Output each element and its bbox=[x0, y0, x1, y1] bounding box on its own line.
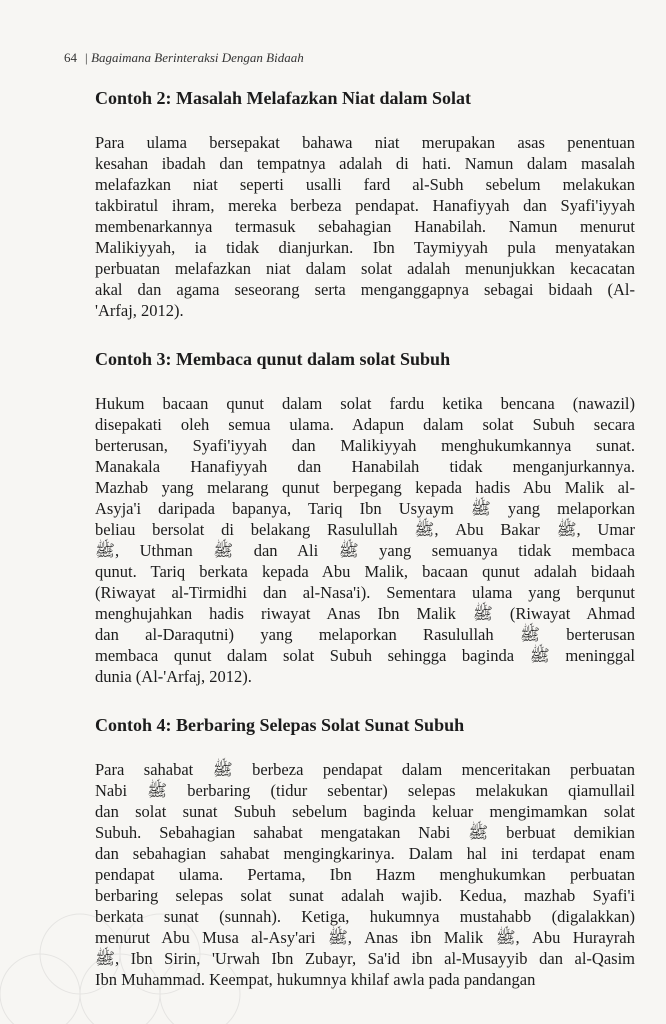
text-line: Para ulama bersepakat bahawa niat merupakan asas penentuan bbox=[95, 133, 635, 152]
text-line: Mazhab yang melarang qunut berpegang kepada hadis Abu Malik al- bbox=[95, 478, 635, 497]
text-line: Para sahabat ﷺ berbeza pendapat dalam menceritakan perbuatan bbox=[95, 760, 636, 779]
text-line: akal dan agama seseorang serta menganggapnya sebagai bidaah (Al- bbox=[95, 280, 635, 299]
section-heading: Contoh 2: Masalah Melafazkan Niat dalam Solat bbox=[95, 88, 472, 108]
text-line: perbuatan melafazkan niat dalam solat adalah menunjukkan kecacatan bbox=[95, 259, 635, 278]
text-line: pendapat ulama. Pertama, Ibn Hazm menghukumkan perbuatan bbox=[95, 865, 635, 884]
book-title: | Bagaimana Berinteraksi Dengan Bidaah bbox=[84, 50, 304, 65]
text-line: Ibn Muhammad. Keempat, hukumnya khilaf awla pada pandangan bbox=[95, 970, 536, 989]
text-line: 'Arfaj, 2012). bbox=[95, 301, 184, 320]
text-line: disepakati oleh semua ulama. Adapun dalam solat Subuh secara bbox=[95, 415, 635, 434]
section-heading: Contoh 4: Berbaring Selepas Solat Sunat Subuh bbox=[95, 715, 465, 735]
text-line: Asyja'i daripada bapanya, Tariq Ibn Usyaym ﷺ yang melaporkan bbox=[95, 499, 635, 518]
section-paragraph bbox=[95, 132, 635, 321]
text-line: melafazkan niat seperti usalli fard al-Subh sebelum melakukan bbox=[95, 175, 635, 194]
text-line: Manakala Hanafiyyah dan Hanabilah tidak menganjurkannya. bbox=[95, 457, 635, 476]
text-line: beliau bersolat di belakang Rasulullah ﷺ, Abu Bakar ﷺ, Umar bbox=[95, 520, 635, 539]
text-line: berterusan, Syafi'iyyah dan Malikiyyah menghukumkannya sunat. bbox=[95, 436, 635, 455]
section-paragraph bbox=[95, 393, 635, 687]
page-content bbox=[95, 86, 635, 1016]
text-line: Subuh. Sebahagian sahabat mengatakan Nabi ﷺ berbuat demikian bbox=[95, 823, 635, 842]
text-line: dan solat sunat Subuh sebelum baginda keluar mengimamkan solat bbox=[95, 802, 635, 821]
text-line: menurut Abu Musa al-Asy'ari ﷺ, Anas ibn Malik ﷺ, Abu Hurayrah bbox=[95, 928, 635, 947]
text-line: (Riwayat al-Tirmidhi dan al-Nasa'i). Sementara ulama yang berqunut bbox=[95, 583, 635, 602]
text-line: ﷺ, Uthman ﷺ dan Ali ﷺ yang semuanya tidak membaca bbox=[95, 541, 635, 560]
page-number: 64 bbox=[64, 50, 77, 65]
text-line: dan sebahagian sahabat mengingkarinya. Dalam hal ini terdapat enam bbox=[95, 844, 635, 863]
decorative-pattern bbox=[0, 884, 666, 1024]
text-line: Nabi ﷺ berbaring (tidur sebentar) selepas melakukan qiamullail bbox=[95, 781, 635, 800]
text-line: menghujahkan hadis riwayat Anas Ibn Malik ﷺ (Riwayat Ahmad bbox=[95, 604, 635, 623]
text-line: kesahan ibadah dan tempatnya adalah di hati. Namun dalam masalah bbox=[95, 154, 635, 173]
text-line: Hukum bacaan qunut dalam solat fardu ketika bencana (nawazil) bbox=[95, 394, 635, 413]
text-line: dan al-Daraqutni) yang melaporkan Rasulullah ﷺ berterusan bbox=[95, 625, 636, 644]
section-heading: Contoh 3: Membaca qunut dalam solat Subuh bbox=[95, 349, 451, 369]
text-line: membaca qunut dalam solat Subuh sehingga baginda ﷺ meninggal bbox=[95, 646, 635, 665]
text-line: berkata sunat (sunnah). Ketiga, hukumnya mustahabb (digalakkan) bbox=[95, 907, 635, 926]
text-line: ﷺ, Ibn Sirin, 'Urwah Ibn Zubayr, Sa'id ibn al-Musayyib dan al-Qasim bbox=[95, 949, 635, 968]
text-line: takbiratul ihram, mereka berbeza pendapat. Hanafiyyah dan Syafi'iyyah bbox=[95, 196, 635, 215]
text-line: dunia (Al-'Arfaj, 2012). bbox=[95, 667, 252, 686]
text-line: qunut. Tariq berkata kepada Abu Malik, bacaan qunut adalah bidaah bbox=[95, 562, 635, 581]
running-head bbox=[64, 50, 304, 66]
text-line: berbaring selepas solat sunat adalah wajib. Kedua, mazhab Syafi'i bbox=[95, 886, 635, 905]
text-line: membenarkannya termasuk sebahagian Hanabilah. Namun menurut bbox=[95, 217, 635, 236]
text-line: Malikiyyah, ia tidak dianjurkan. Ibn Taymiyyah pula menyatakan bbox=[95, 238, 635, 257]
